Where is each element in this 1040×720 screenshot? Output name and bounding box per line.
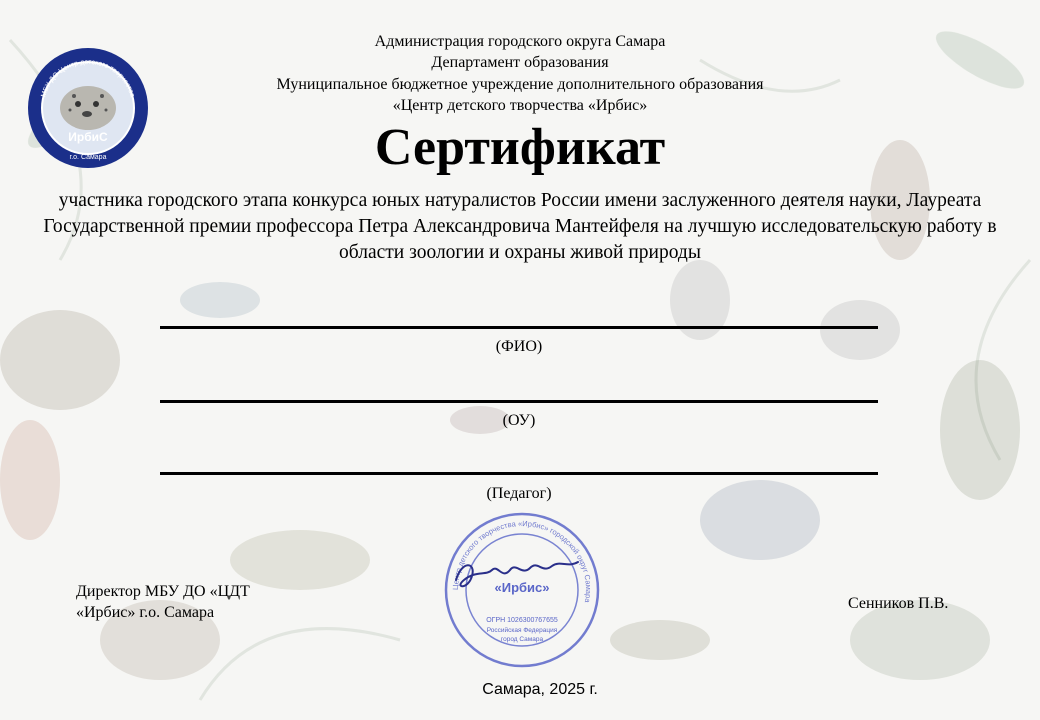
place-and-date: Самара, 2025 г.	[482, 681, 598, 698]
stamp-country: Российская Федерация	[486, 627, 558, 634]
name-field-label: (ФИО)	[495, 338, 543, 355]
director-line-2: «Ирбис» г.о. Самара	[76, 604, 215, 621]
teacher-field-label: (Педагог)	[486, 485, 552, 502]
certificate-description: участника городского этапа конкурса юных натуралистов России имени заслуженного деятеля науки, Лауреата Государственной премии профессора Петра Александровича Мантейфеля на лучшую исследовательскую работу в области зоологии и охраны живой природы	[43, 190, 997, 263]
logo-ring-text: МБУ ДО Центр детского творчества	[40, 58, 136, 99]
header-department: Департамент образования	[431, 54, 609, 71]
stamp-ogrn: ОГРН 1026300767655	[486, 617, 558, 624]
director-line-1: Директор МБУ ДО «ЦДТ	[76, 583, 250, 600]
header-center-name: «Центр детского творчества «Ирбис»	[392, 97, 648, 114]
stamp-center-text: «Ирбис»	[494, 580, 550, 595]
logo-city: г.о. Самара	[69, 154, 107, 161]
header-institution: Муниципальное бюджетное учреждение дополнительного образования	[276, 76, 764, 93]
stamp-city: город Самара	[500, 636, 544, 643]
director-title	[76, 581, 336, 623]
name-fill-line	[160, 326, 878, 329]
teacher-fill-line	[160, 472, 878, 475]
director-name: Сенников П.В.	[848, 595, 949, 612]
official-stamp	[442, 510, 602, 670]
school-fill-line	[160, 400, 878, 403]
school-field-label: (ОУ)	[502, 412, 536, 429]
stamp-ring-text: Центр детского творчества «Ирбис» городской округ Самара	[450, 518, 594, 604]
certificate-title: Сертификат	[374, 119, 666, 176]
logo-name: ИрбиС	[68, 130, 108, 144]
header-administration: Администрация городского округа Самара	[374, 33, 666, 50]
